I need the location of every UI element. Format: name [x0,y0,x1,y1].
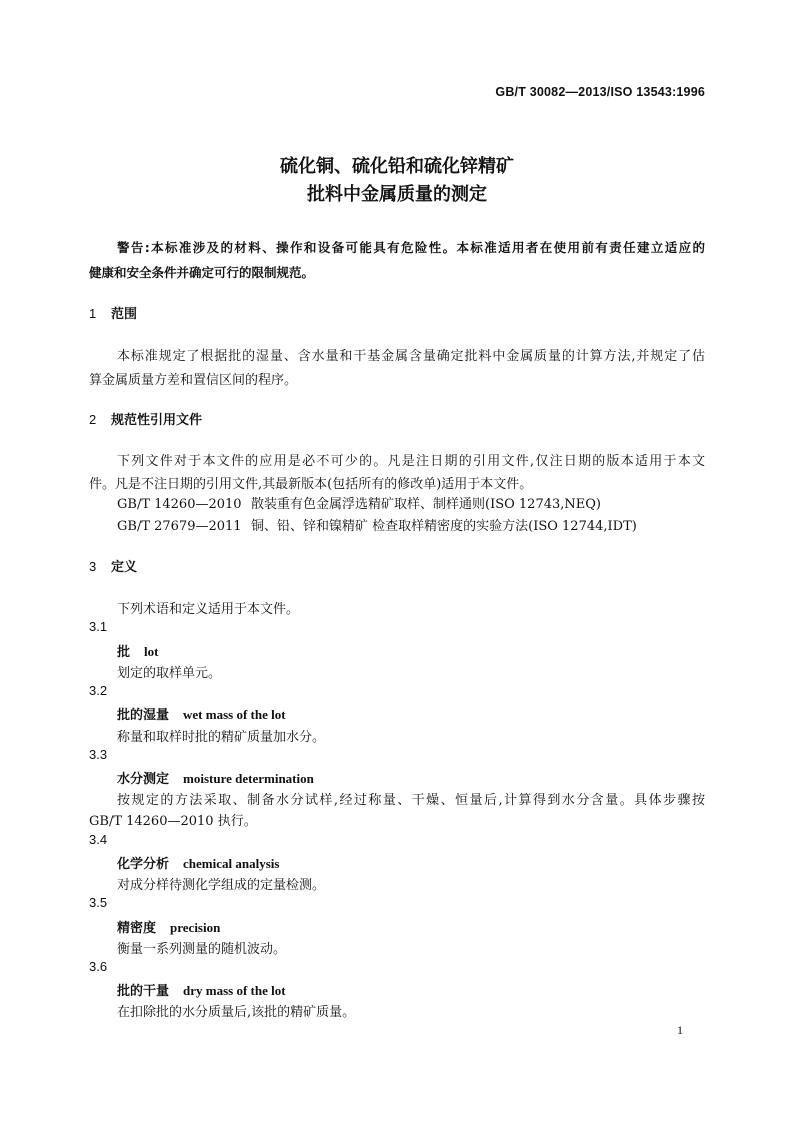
term-heading [117,768,314,787]
scope-line2: 算金属质量方差和置信区间的程序。 [89,373,298,388]
reference-title: 铜、铅、锌和镍精矿 检查取样精密度的实验方法(ISO 12744,IDT) [251,519,637,534]
term-zh: 水分测定 [117,772,170,787]
term-en: moisture determination [183,771,314,786]
page-title-line2: 批料中金属质量的测定 [307,184,487,205]
term-en: dry mass of the lot [183,983,286,998]
normative-line2: 件。凡是不注日期的引用文件,其最新版本(包括所有的修改单)适用于本文件。 [89,477,533,492]
term-definition: 按规定的方法采取、制备水分试样,经过称量、干燥、恒量后,计算得到水分含量。具体步骤按 [117,793,705,808]
section-number: 2 [89,412,97,427]
term-zh: 化学分析 [117,857,170,872]
term-en: precision [170,920,221,935]
reference-item [117,515,637,534]
section-number: 3 [89,559,97,574]
term-definition: 称量和取样时批的精矿质量加水分。 [117,730,326,745]
term-heading [117,980,286,999]
term-number: 3.3 [89,747,108,762]
term-number: 3.5 [89,895,108,910]
term-zh: 批 [117,645,131,660]
term-heading [117,641,158,660]
section-title: 范围 [111,307,138,322]
term-zh: 精密度 [117,921,157,936]
term-definition: 在扣除批的水分质量后,该批的精矿质量。 [117,1005,356,1020]
standard-code: GB/T 30082—2013/ISO 13543:1996 [495,85,705,99]
section-3-heading [89,556,137,575]
scope-line1: 本标准规定了根据批的湿量、含水量和干基金属含量确定批料中金属质量的计算方法,并规定了估 [117,349,705,364]
term-number: 3.6 [89,959,108,974]
warning-line1: 警告:本标准涉及的材料、操作和设备可能具有危险性。本标准适用者在使用前有责任建立适应的 [117,240,705,255]
section-title: 定义 [111,560,138,575]
reference-code: GB/T 27679—2011 [117,519,242,534]
term-number: 3.1 [89,619,108,634]
term-en: lot [144,644,159,659]
reference-item [117,493,601,512]
section-1-heading [89,303,137,322]
term-en: chemical analysis [183,856,280,871]
term-definition: 衡量一系列测量的随机波动。 [117,942,287,957]
definitions-intro: 下列术语和定义适用于本文件。 [117,602,300,617]
section-2-heading [89,409,202,428]
term-definition: 对成分样待测化学组成的定量检测。 [117,878,326,893]
normative-line1: 下列文件对于本文件的应用是必不可少的。凡是注日期的引用文件,仅注日期的版本适用于本文 [117,454,705,469]
term-zh: 批的干量 [117,984,170,999]
reference-title: 散装重有色金属浮选精矿取样、制样通则(ISO 12743,NEQ) [251,497,601,512]
section-title: 规范性引用文件 [111,413,203,428]
term-number: 3.2 [89,683,108,698]
term-number: 3.4 [89,832,108,847]
term-heading [117,704,286,723]
term-definition-cont: GB/T 14260—2010 执行。 [89,814,257,829]
warning-line2: 健康和安全条件并确定可行的限制规范。 [89,265,315,280]
page-title-line1: 硫化铜、硫化铅和硫化锌精矿 [280,156,514,177]
page-number: 1 [677,1023,683,1037]
term-zh: 批的湿量 [117,708,170,723]
term-heading [117,917,220,936]
section-number: 1 [89,306,97,321]
term-definition: 划定的取样单元。 [117,666,222,681]
reference-code: GB/T 14260—2010 [117,497,242,512]
term-en: wet mass of the lot [183,707,286,722]
term-heading [117,853,279,872]
